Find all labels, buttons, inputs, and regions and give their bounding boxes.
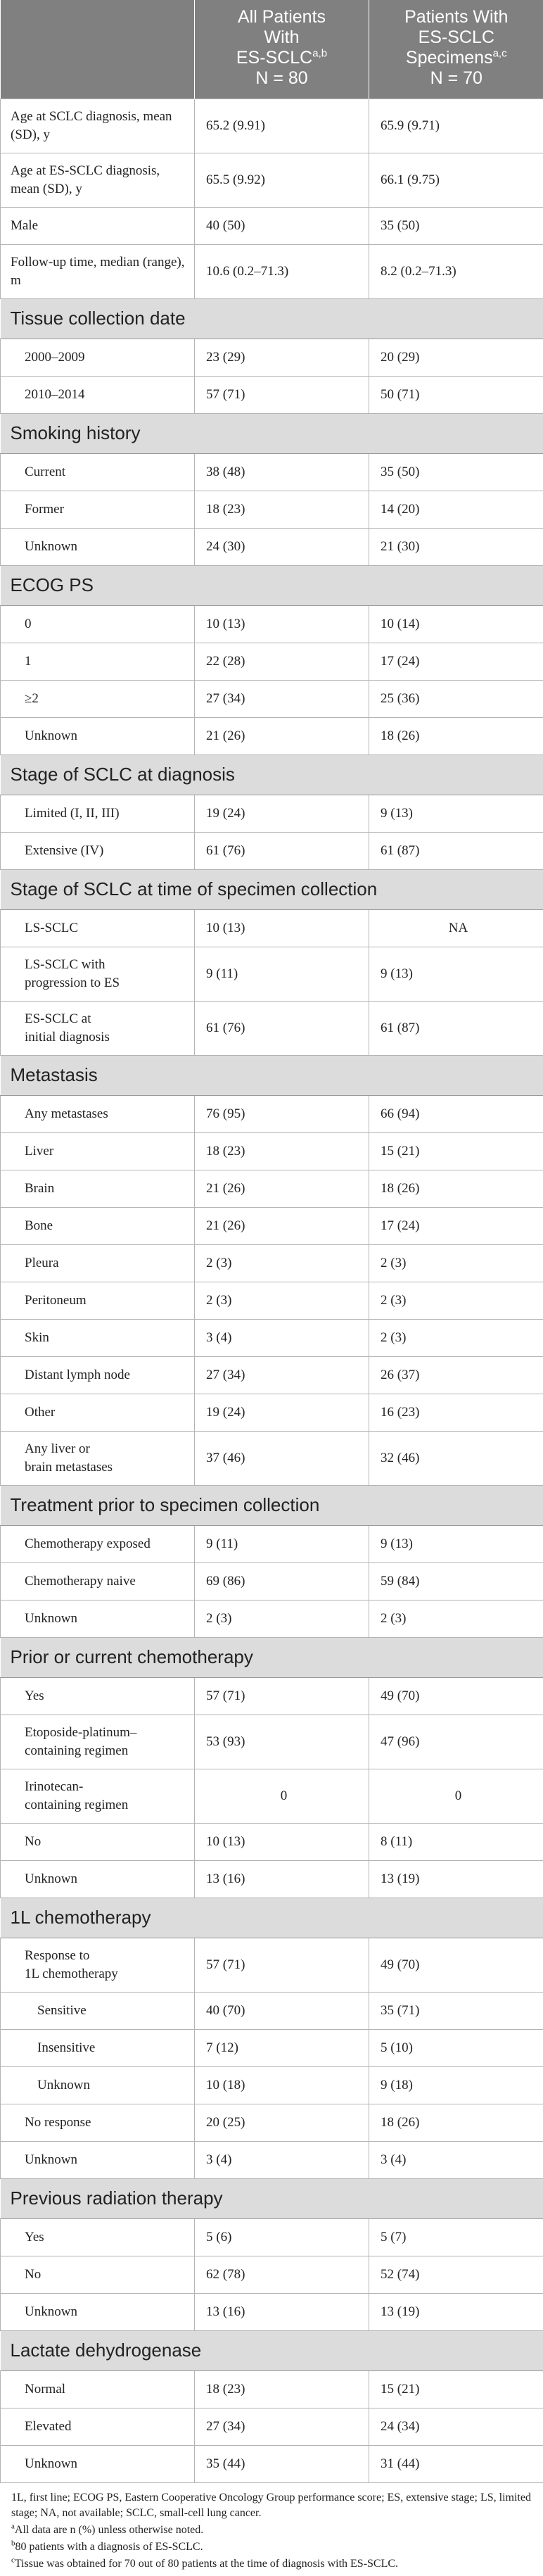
cell-specimens: 17 (24) — [369, 1207, 543, 1244]
row-label-line1: LS-SCLC with — [25, 956, 106, 972]
cell-specimens: 66.1 (9.75) — [369, 153, 543, 207]
section-header-stage-diagnosis — [1, 755, 543, 795]
row-label-line1: Irinotecan- — [25, 1779, 84, 1794]
table-row — [1, 1600, 543, 1637]
table-footnotes — [0, 2483, 543, 2572]
row-label: No — [1, 1823, 195, 1860]
cell-specimens: 9 (13) — [369, 795, 543, 832]
footnote-a — [11, 2523, 533, 2538]
section-title: Stage of SCLC at time of specimen collection — [1, 869, 543, 909]
row-label: Follow-up time, median (range), m — [1, 244, 195, 298]
cell-specimens: 5 (7) — [369, 2218, 543, 2256]
cell-all: 2 (3) — [195, 1244, 369, 1282]
row-label — [1, 1715, 195, 1769]
cell-all: 13 (16) — [195, 1860, 369, 1898]
row-label: Yes — [1, 2218, 195, 2256]
row-label: Liver — [1, 1132, 195, 1170]
row-label — [1, 1001, 195, 1055]
cell-specimens: 35 (50) — [369, 207, 543, 244]
row-label: Elevated — [1, 2408, 195, 2445]
footnote-b — [11, 2539, 533, 2555]
header-specimens — [369, 0, 543, 99]
cell-all: 27 (34) — [195, 1356, 369, 1394]
cell-all: 57 (71) — [195, 376, 369, 413]
row-label: No — [1, 2256, 195, 2293]
cell-specimens: 35 (50) — [369, 453, 543, 491]
cell-specimens: 2 (3) — [369, 1319, 543, 1356]
cell-all: 27 (34) — [195, 2408, 369, 2445]
section-title: Previous radiation therapy — [1, 2178, 543, 2218]
row-label: ≥2 — [1, 680, 195, 717]
table-row — [1, 2445, 543, 2482]
row-label: Unknown — [1, 2141, 195, 2178]
row-label-line2: initial diagnosis — [25, 1029, 110, 1044]
section-header-first-line — [1, 1898, 543, 1938]
cell-specimens: 24 (34) — [369, 2408, 543, 2445]
table-row — [1, 99, 543, 153]
table-row — [1, 1170, 543, 1207]
row-label: Unknown — [1, 2066, 195, 2104]
row-label: Chemotherapy exposed — [1, 1525, 195, 1562]
cell-specimens: 47 (96) — [369, 1715, 543, 1769]
section-title: Prior or current chemotherapy — [1, 1637, 543, 1677]
table-row — [1, 1244, 543, 1282]
row-label: LS-SCLC — [1, 909, 195, 947]
section-title: Treatment prior to specimen collection — [1, 1485, 543, 1525]
cell-specimens: 20 (29) — [369, 339, 543, 376]
section-header-smoking — [1, 413, 543, 453]
cell-specimens: 2 (3) — [369, 1600, 543, 1637]
header-all-line1: All Patients — [237, 7, 326, 27]
row-label: Yes — [1, 1677, 195, 1715]
cell-all: 9 (11) — [195, 1525, 369, 1562]
cell-all: 40 (70) — [195, 1992, 369, 2029]
table-row — [1, 1319, 543, 1356]
row-label: Unknown — [1, 2445, 195, 2482]
row-label: Pleura — [1, 1244, 195, 1282]
footnote-b-mark: b — [11, 2539, 15, 2548]
cell-specimens: 26 (37) — [369, 1356, 543, 1394]
table-row — [1, 2218, 543, 2256]
table-row — [1, 244, 543, 298]
cell-all: 2 (3) — [195, 1600, 369, 1637]
table-row — [1, 1992, 543, 2029]
section-title: Smoking history — [1, 413, 543, 453]
cell-specimens: 16 (23) — [369, 1394, 543, 1431]
row-label-line1: ES-SCLC at — [25, 1011, 91, 1026]
section-header-chemotherapy — [1, 1637, 543, 1677]
table-row — [1, 1207, 543, 1244]
cell-all: 38 (48) — [195, 453, 369, 491]
cell-all: 57 (71) — [195, 1938, 369, 1992]
footnote-a-text: All data are n (%) unless otherwise noted. — [14, 2523, 204, 2536]
cell-all: 27 (34) — [195, 680, 369, 717]
table-row — [1, 2370, 543, 2408]
cell-all: 21 (26) — [195, 717, 369, 755]
section-header-ldh — [1, 2330, 543, 2370]
cell-specimens: 61 (87) — [369, 1001, 543, 1055]
section-title: Metastasis — [1, 1055, 543, 1095]
row-label: No response — [1, 2104, 195, 2141]
table-row — [1, 2141, 543, 2178]
section-header-metastasis — [1, 1055, 543, 1095]
row-label: Unknown — [1, 1600, 195, 1637]
row-label: Age at SCLC diagnosis, mean (SD), y — [1, 99, 195, 153]
cell-all: 0 — [195, 1769, 369, 1823]
cell-specimens: 18 (26) — [369, 717, 543, 755]
header-spec-line2: ES-SCLC — [418, 27, 494, 47]
cell-all: 37 (46) — [195, 1431, 369, 1485]
row-label — [1, 947, 195, 1001]
footnote-b-text: 80 patients with a diagnosis of ES-SCLC. — [15, 2540, 203, 2553]
table-row — [1, 717, 543, 755]
row-label-line2: brain metastases — [25, 1459, 113, 1475]
cell-all: 13 (16) — [195, 2293, 369, 2330]
cell-specimens: 59 (84) — [369, 1562, 543, 1600]
cell-all: 40 (50) — [195, 207, 369, 244]
cell-all: 61 (76) — [195, 1001, 369, 1055]
cell-all: 65.5 (9.92) — [195, 153, 369, 207]
header-spec-line1: Patients With — [404, 7, 509, 27]
cell-specimens: NA — [369, 909, 543, 947]
row-label: Unknown — [1, 1860, 195, 1898]
row-label: 2010–2014 — [1, 376, 195, 413]
table-row — [1, 2408, 543, 2445]
row-label: Any metastases — [1, 1095, 195, 1132]
cell-specimens: 66 (94) — [369, 1095, 543, 1132]
cell-specimens: 10 (14) — [369, 605, 543, 643]
cell-all: 3 (4) — [195, 1319, 369, 1356]
table-row — [1, 1356, 543, 1394]
cell-specimens: 65.9 (9.71) — [369, 99, 543, 153]
table-row — [1, 1525, 543, 1562]
table-row — [1, 2293, 543, 2330]
cell-specimens: 31 (44) — [369, 2445, 543, 2482]
row-label: Insensitive — [1, 2029, 195, 2066]
cell-specimens: 50 (71) — [369, 376, 543, 413]
table-row — [1, 1282, 543, 1319]
row-label: 0 — [1, 605, 195, 643]
cell-specimens: 49 (70) — [369, 1677, 543, 1715]
row-label-line2: containing regimen — [25, 1797, 129, 1812]
table-row — [1, 605, 543, 643]
table-row — [1, 680, 543, 717]
cell-all: 18 (23) — [195, 1132, 369, 1170]
section-header-tissue — [1, 298, 543, 339]
row-label-line1: Etoposide-platinum– — [25, 1724, 137, 1740]
table-row — [1, 453, 543, 491]
cell-specimens: 52 (74) — [369, 2256, 543, 2293]
header-spec-sup: a,c — [492, 47, 507, 60]
table-row — [1, 1394, 543, 1431]
cell-specimens: 0 — [369, 1769, 543, 1823]
cell-all: 20 (25) — [195, 2104, 369, 2141]
table-row — [1, 207, 543, 244]
section-title: Tissue collection date — [1, 298, 543, 339]
row-label: Skin — [1, 1319, 195, 1356]
table-row — [1, 153, 543, 207]
row-label: Distant lymph node — [1, 1356, 195, 1394]
cell-specimens: 9 (18) — [369, 2066, 543, 2104]
table-row — [1, 909, 543, 947]
row-label: Current — [1, 453, 195, 491]
cell-all: 21 (26) — [195, 1170, 369, 1207]
row-label: 2000–2009 — [1, 339, 195, 376]
row-label — [1, 1769, 195, 1823]
cell-all: 53 (93) — [195, 1715, 369, 1769]
row-label-line2: progression to ES — [25, 975, 120, 990]
row-label-line1: Any liver or — [25, 1441, 90, 1456]
cell-specimens: 35 (71) — [369, 1992, 543, 2029]
table-row — [1, 1938, 543, 1992]
table-row — [1, 528, 543, 565]
row-label-line2: 1L chemotherapy — [25, 1966, 118, 1981]
cell-specimens: 13 (19) — [369, 2293, 543, 2330]
cell-all: 10 (13) — [195, 1823, 369, 1860]
header-spec-line4: N = 70 — [430, 68, 483, 88]
row-label: Brain — [1, 1170, 195, 1207]
cell-all: 65.2 (9.91) — [195, 99, 369, 153]
cell-specimens: 49 (70) — [369, 1938, 543, 1992]
row-label: Unknown — [1, 2293, 195, 2330]
header-spec-line3: Specimens — [405, 48, 493, 68]
section-header-stage-specimen — [1, 869, 543, 909]
cell-all: 62 (78) — [195, 2256, 369, 2293]
row-label — [1, 1938, 195, 1992]
table-row — [1, 1677, 543, 1715]
table-row — [1, 1001, 543, 1055]
header-all-line4: N = 80 — [255, 68, 308, 88]
table-row — [1, 2066, 543, 2104]
cell-all: 35 (44) — [195, 2445, 369, 2482]
header-all-patients — [195, 0, 369, 99]
table-row — [1, 1431, 543, 1485]
table-row — [1, 1132, 543, 1170]
cell-all: 3 (4) — [195, 2141, 369, 2178]
row-label: Extensive (IV) — [1, 832, 195, 869]
cell-specimens: 13 (19) — [369, 1860, 543, 1898]
cell-specimens: 18 (26) — [369, 2104, 543, 2141]
cell-specimens: 5 (10) — [369, 2029, 543, 2066]
cell-all: 10 (13) — [195, 605, 369, 643]
cell-specimens: 8.2 (0.2–71.3) — [369, 244, 543, 298]
cell-all: 18 (23) — [195, 2370, 369, 2408]
footnote-c-text: Tissue was obtained for 70 out of 80 patients at the time of diagnosis with ES-SCLC. — [14, 2557, 399, 2570]
cell-specimens: 9 (13) — [369, 947, 543, 1001]
header-row — [1, 0, 543, 99]
row-label: Normal — [1, 2370, 195, 2408]
row-label: Chemotherapy naive — [1, 1562, 195, 1600]
row-label: Former — [1, 491, 195, 528]
table-row — [1, 1769, 543, 1823]
cell-specimens: 15 (21) — [369, 2370, 543, 2408]
table-row — [1, 339, 543, 376]
cell-all: 23 (29) — [195, 339, 369, 376]
cell-all: 2 (3) — [195, 1282, 369, 1319]
cell-specimens: 17 (24) — [369, 643, 543, 680]
section-header-radiation — [1, 2178, 543, 2218]
row-label-line1: Response to — [25, 1947, 90, 1963]
table-row — [1, 376, 543, 413]
section-header-ecog — [1, 565, 543, 605]
cell-all: 61 (76) — [195, 832, 369, 869]
cell-specimens: 25 (36) — [369, 680, 543, 717]
table-row — [1, 832, 543, 869]
row-label: Peritoneum — [1, 1282, 195, 1319]
header-all-sup: a,b — [312, 47, 328, 60]
table-row — [1, 1823, 543, 1860]
cell-specimens: 21 (30) — [369, 528, 543, 565]
cell-all: 24 (30) — [195, 528, 369, 565]
header-all-line2: With — [264, 27, 300, 47]
table-row — [1, 2029, 543, 2066]
row-label: Male — [1, 207, 195, 244]
cell-all: 76 (95) — [195, 1095, 369, 1132]
row-label-line2: containing regimen — [25, 1743, 129, 1758]
table-row — [1, 1860, 543, 1898]
cell-all: 22 (28) — [195, 643, 369, 680]
row-label: Sensitive — [1, 1992, 195, 2029]
section-title: 1L chemotherapy — [1, 1898, 543, 1938]
table-row — [1, 643, 543, 680]
table-row — [1, 2104, 543, 2141]
header-blank — [1, 0, 195, 99]
section-title: Lactate dehydrogenase — [1, 2330, 543, 2370]
footnote-c-mark: c — [11, 2556, 15, 2565]
row-label: Unknown — [1, 528, 195, 565]
table-row — [1, 1095, 543, 1132]
cell-specimens: 61 (87) — [369, 832, 543, 869]
cell-all: 69 (86) — [195, 1562, 369, 1600]
cell-all: 10.6 (0.2–71.3) — [195, 244, 369, 298]
cell-all: 19 (24) — [195, 795, 369, 832]
cell-all: 18 (23) — [195, 491, 369, 528]
cell-all: 57 (71) — [195, 1677, 369, 1715]
row-label: Unknown — [1, 717, 195, 755]
footnote-a-mark: a — [11, 2522, 15, 2531]
cell-specimens: 14 (20) — [369, 491, 543, 528]
table-row — [1, 1562, 543, 1600]
cell-all: 9 (11) — [195, 947, 369, 1001]
cell-all: 21 (26) — [195, 1207, 369, 1244]
cell-specimens: 3 (4) — [369, 2141, 543, 2178]
cell-specimens: 18 (26) — [369, 1170, 543, 1207]
row-label: 1 — [1, 643, 195, 680]
cell-all: 19 (24) — [195, 1394, 369, 1431]
header-all-line3: ES-SCLC — [236, 48, 313, 68]
cell-specimens: 2 (3) — [369, 1244, 543, 1282]
row-label — [1, 1431, 195, 1485]
cell-specimens: 8 (11) — [369, 1823, 543, 1860]
footnote-abbreviations: 1L, first line; ECOG PS, Eastern Cooperative Oncology Group performance score; ES, extensive stage; LS, limited stage; NA, not available; SCLC, small-cell lung cancer. — [11, 2491, 531, 2519]
cell-all: 7 (12) — [195, 2029, 369, 2066]
table-row — [1, 1715, 543, 1769]
cell-all: 10 (13) — [195, 909, 369, 947]
cell-all: 10 (18) — [195, 2066, 369, 2104]
cell-specimens: 32 (46) — [369, 1431, 543, 1485]
section-title: Stage of SCLC at diagnosis — [1, 755, 543, 795]
row-label: Age at ES-SCLC diagnosis, mean (SD), y — [1, 153, 195, 207]
table-row — [1, 947, 543, 1001]
table-row — [1, 795, 543, 832]
cell-specimens: 2 (3) — [369, 1282, 543, 1319]
footnote-c — [11, 2556, 533, 2572]
row-label: Bone — [1, 1207, 195, 1244]
table-row — [1, 491, 543, 528]
cell-specimens: 9 (13) — [369, 1525, 543, 1562]
cell-all: 5 (6) — [195, 2218, 369, 2256]
row-label: Other — [1, 1394, 195, 1431]
section-header-treatment — [1, 1485, 543, 1525]
row-label: Limited (I, II, III) — [1, 795, 195, 832]
table-row — [1, 2256, 543, 2293]
cell-specimens: 15 (21) — [369, 1132, 543, 1170]
section-title: ECOG PS — [1, 565, 543, 605]
